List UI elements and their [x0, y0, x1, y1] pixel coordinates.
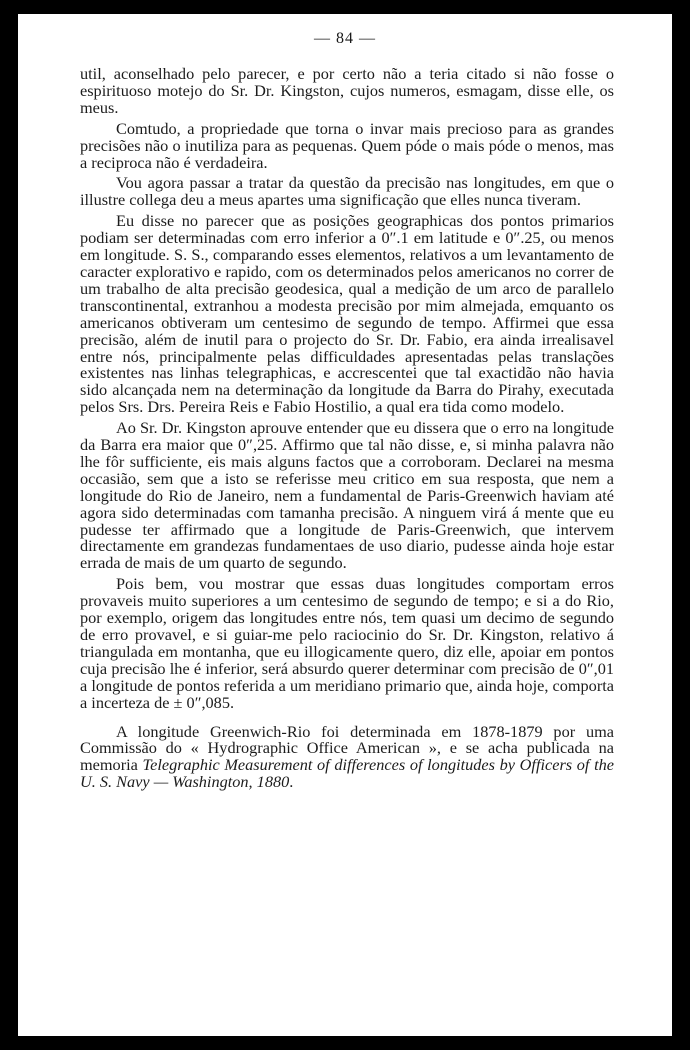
paragraph-6: Pois bem, vou mostrar que essas duas longitudes comportam erros provaveis muito superiores a um centesimo de segundo de tempo; e si a do Rio, por exemplo, origem das longitudes entre nós, tem quasi um decimo de segundo de erro provavel, e si guiar-me pelo raciocinio do Sr. Dr. Kingston, relativo á triangulada em montanha, que eu illogicamente quero, diz elle, apoiar em pontos cuja precisão lhe é inferior, será absurdo querer determinar com precisão de 0″,01 a longitude de pontos referida a um meridiano primario que, ainda hoje, comporta a incerteza de ± 0″,085.: [80, 574, 614, 712]
paragraph-1: util, aconselhado pelo parecer, e por certo não a teria citado si não fosse o espirituoso motejo do Sr. Dr. Kingston, cujos numeros, esmagam, disse elle, os meus.: [80, 64, 614, 117]
paragraph-7-end: .: [289, 772, 294, 792]
publication-title: Telegraphic Measurement of differences of longitudes by Officers of the U. S. Navy — Washington, 1880: [80, 755, 614, 792]
paragraph-7: [80, 721, 614, 792]
document-page: [18, 14, 672, 1036]
page-number: — 84 —: [314, 30, 376, 47]
body-text: [80, 66, 614, 791]
paragraph-3: Vou agora passar a tratar da questão da precisão nas longitudes, em que o illustre collega deu a meus apartes uma significação que elles nunca tiveram.: [80, 173, 614, 210]
paragraph-4: Eu disse no parecer que as posições geographicas dos pontos primarios podiam ser determinadas com erro inferior a 0″.1 em latitude e 0″.25, ou menos em longitude. S. S., comparando esses elementos, relativos a um levantamento de caracter explorativo e rapido, com os determinados pelos americanos no correr de um trabalho de alta precisão geodesica, qual a medição de um arco de parallelo transcontinental, extranhou a modesta precisão por mim almejada, emquanto os americanos obtiveram um centesimo de segundo de tempo. Affirmei que essa precisão, além de inutil para o projecto do Sr. Dr. Fabio, era ainda irrealisavel entre nós, principalmente pelas difficuldades apresentadas pelas translações existentes nas linhas telegraphicas, e accrescentei que tal exactidão não havia sido alcançada nem na determinação da longitude da Barra do Pirahy, executada pelos Srs. Drs. Pereira Reis e Fabio Hostilio, a qual era tida como modelo.: [80, 211, 614, 417]
paragraph-5: Ao Sr. Dr. Kingston aprouve entender que eu dissera que o erro na longitude da Barra era maior que 0″,25. Affirmo que tal não disse, e, si minha palavra não lhe fôr sufficiente, eis mais alguns factos que a corroboram. Declarei na mesma occasião, sem que a isto se referisse meu critico em sua resposta, que nem a longitude do Rio de Janeiro, nem a fundamental de Paris-Greenwich haviam até agora sido determinadas com tamanha precisão. A ninguem virá á mente que eu pudesse ter affirmado que a longitude de Paris-Greenwich, que intervem directamente em grandezas fundamentaes de uso diario, pudesse ainda hoje estar errada de mais de um quarto de segundo.: [80, 418, 614, 573]
paragraph-2: Comtudo, a propriedade que torna o invar mais precioso para as grandes precisões não o inutiliza para as pequenas. Quem póde o mais póde o menos, mas a reciproca não é verdadeira.: [80, 118, 614, 172]
paragraph-7-text: A longitude Greenwich-Rio foi determinada em 1878-1879 por uma Commissão do « Hydrographic Office American », e se acha publicada na memoria: [80, 721, 614, 775]
